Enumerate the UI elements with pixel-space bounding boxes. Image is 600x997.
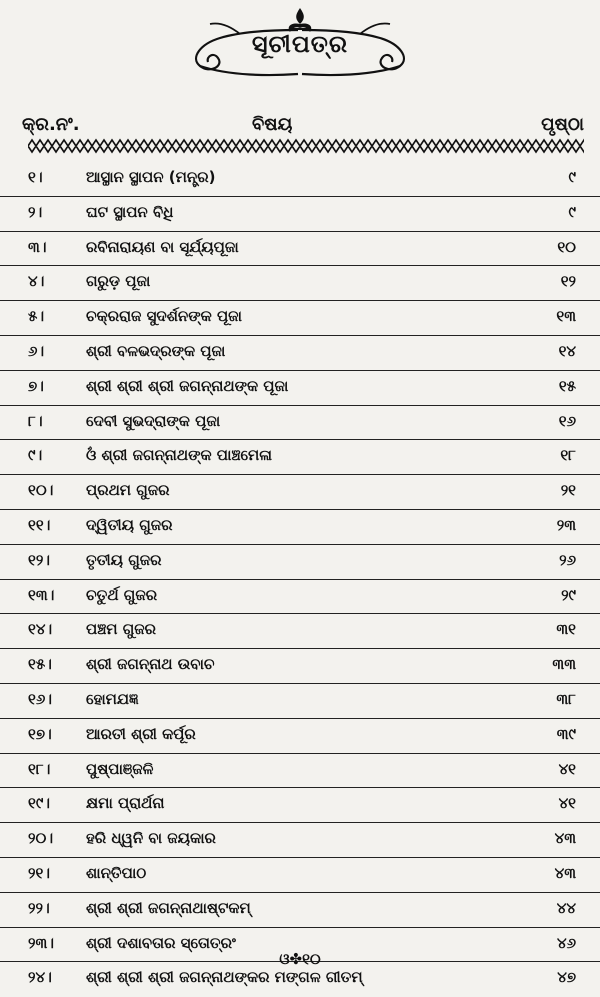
entry-number: ୮।	[28, 411, 43, 430]
toc-row[interactable]	[0, 858, 600, 893]
toc-row[interactable]	[0, 893, 600, 928]
page-folio: ଓ✤୧୦	[279, 950, 321, 968]
toc-row[interactable]	[0, 371, 600, 406]
entry-page: ୯	[568, 168, 576, 186]
entry-title: ଗରୁଡ଼ ପୂଜା	[86, 272, 151, 291]
entry-number: ୧୪।	[28, 620, 53, 639]
entry-title: କ୍ଷମା ପ୍ରାର୍ଥନା	[86, 794, 165, 813]
entry-page: ୪୩	[554, 829, 576, 848]
entry-number: ୧୦।	[28, 481, 54, 500]
entry-page: ୧୨	[560, 272, 576, 291]
entry-number: ୨୦।	[28, 829, 54, 848]
entry-title: ଚତୁର୍ଥ ଗୁଜର	[86, 585, 158, 604]
toc-row[interactable]	[0, 754, 600, 789]
entry-page: ୪୧	[558, 794, 576, 813]
entry-number: ୨୩।	[28, 933, 55, 952]
entry-page: ୧୬	[558, 411, 576, 430]
decorative-zigzag-rule	[28, 138, 584, 154]
entry-title: ଆରତୀ ଶ୍ରୀ କର୍ପୂର	[86, 724, 196, 743]
entry-page: ୧୪	[558, 341, 576, 360]
column-header-number: କ୍ର.ନଂ.	[22, 114, 80, 135]
entry-number: ୨୧।	[28, 863, 51, 882]
entry-number: ୧୨।	[28, 550, 51, 569]
entry-page: ୨୧	[560, 481, 576, 500]
column-header-subject: ବିଷୟ	[252, 114, 293, 135]
entry-title: ରବିନାରାୟଣ ବା ସୂର୍ଯ୍ୟପୂଜା	[86, 237, 239, 256]
entry-title: ଚକ୍ରରାଜ ସୁଦର୍ଶନଙ୍କ ପୂଜା	[86, 307, 242, 326]
entry-number: ୫।	[28, 307, 45, 326]
entry-page: ୧୩	[556, 307, 576, 326]
entry-page: ୧୫	[558, 376, 576, 395]
entry-title: ଶ୍ରୀ ଜଗନ୍ନାଥ ଉବାଚ	[86, 655, 215, 674]
entry-number: ୧୫।	[28, 655, 52, 674]
entry-page: ୨୬	[559, 550, 576, 569]
entry-title: ଶାନ୍ତିପାଠ	[86, 863, 147, 882]
entry-number: ୧୮।	[28, 759, 51, 778]
entry-number: ୨୪।	[28, 968, 52, 987]
entry-number: ୨।	[28, 202, 43, 221]
entry-title: ହୋମଯଜ୍ଞ	[86, 689, 139, 708]
entry-page: ୧୦	[557, 237, 576, 256]
entry-number: ୧।	[28, 168, 43, 186]
entry-number: ୧୬।	[28, 689, 52, 708]
toc-row[interactable]	[0, 684, 600, 719]
entry-page: ୩୩	[552, 655, 576, 674]
toc-row[interactable]	[0, 162, 600, 197]
entry-title: ଆସ୍ଥାନ ସ୍ଥାପନ (ମନ୍ତ୍ର)	[86, 168, 216, 186]
entry-page: ୪୪	[556, 898, 576, 917]
entry-title: ପୁଷ୍ପାଞ୍ଜଳି	[86, 759, 154, 778]
toc-row[interactable]	[0, 440, 600, 475]
entry-title: ଶ୍ରୀ ଦଶାବତାର ସ୍ତୋତ୍ରଂ	[86, 933, 236, 952]
toc-row[interactable]	[0, 406, 600, 441]
entry-number: ୯।	[28, 446, 43, 465]
entry-number: ୧୯।	[28, 794, 51, 813]
entry-title: ଘଟ ସ୍ଥାପନ ବିଧି	[86, 202, 174, 221]
entry-number: ୩।	[28, 237, 47, 256]
entry-title: ହରି ଧ୍ୱନି ବା ଜୟକାର	[86, 829, 216, 848]
entry-title: ଶ୍ରୀ ବଳଭଦ୍ରଙ୍କ ପୂଜା	[86, 341, 226, 360]
entry-page: ୨୩	[556, 515, 576, 534]
entry-page: ୩୮	[556, 689, 576, 708]
entry-title: ଦ୍ୱିତୀୟ ଗୁଜର	[86, 515, 173, 534]
toc-row[interactable]	[0, 545, 600, 580]
toc-row[interactable]	[0, 580, 600, 615]
entry-title: ଶ୍ରୀ ଶ୍ରୀ ଜଗନ୍ନାଥାଷ୍ଟକମ୍	[86, 898, 251, 917]
entry-page: ୩୧	[556, 620, 576, 639]
entry-page: ୧୮	[560, 446, 576, 465]
toc-row[interactable]	[0, 614, 600, 649]
toc-row[interactable]	[0, 510, 600, 545]
entry-page: ୪୧	[558, 759, 576, 778]
entry-title: ଶ୍ରୀ ଶ୍ରୀ ଶ୍ରୀ ଜଗନ୍ନାଥଙ୍କ ପୂଜା	[86, 376, 289, 395]
entry-page: ୯	[568, 202, 576, 221]
toc-list	[0, 162, 600, 997]
entry-number: ୧୧।	[28, 515, 51, 534]
entry-number: ୪।	[28, 272, 45, 291]
toc-row[interactable]	[0, 719, 600, 754]
toc-row[interactable]	[0, 823, 600, 858]
entry-title: ଶ୍ରୀ ଶ୍ରୀ ଶ୍ରୀ ଜଗନ୍ନାଥଙ୍କର ମଙ୍ଗଳ ଗୀତମ୍	[86, 968, 363, 987]
entry-number: ୧୭।	[28, 724, 52, 743]
toc-row[interactable]	[0, 649, 600, 684]
toc-row[interactable]	[0, 475, 600, 510]
entry-page: ୪୩	[554, 863, 576, 882]
entry-title: ଦେବୀ ସୁଭଦ୍ରାଙ୍କ ପୂଜା	[86, 411, 221, 430]
entry-page: ୪୭	[557, 968, 576, 987]
column-header-page: ପୃଷ୍ଠା	[541, 114, 584, 135]
entry-number: ୨୨।	[28, 898, 50, 917]
entry-title: ପଞ୍ଚମ ଗୁଜର	[86, 620, 156, 639]
toc-row[interactable]	[0, 336, 600, 371]
entry-page: ୩୯	[556, 724, 576, 743]
toc-row[interactable]	[0, 232, 600, 267]
entry-number: ୧୩।	[28, 585, 55, 604]
entry-title: ତୃତୀୟ ଗୁଜର	[86, 550, 162, 569]
toc-row[interactable]	[0, 301, 600, 336]
toc-row[interactable]	[0, 197, 600, 232]
entry-title: ଓଁ ଶ୍ରୀ ଜଗନ୍ନାଥଙ୍କ ପାଞ୍ଚମେଳା	[86, 446, 272, 465]
entry-number: ୭।	[28, 376, 44, 395]
entry-page: ୪୬	[556, 933, 576, 952]
entry-title: ପ୍ରଥମ ଗୁଜର	[86, 481, 170, 500]
entry-page: ୨୯	[561, 585, 576, 604]
page-title: ସୂଚୀପତ୍ର	[251, 30, 349, 58]
toc-row[interactable]	[0, 788, 600, 823]
toc-row[interactable]	[0, 266, 600, 301]
entry-number: ୬।	[28, 341, 45, 360]
